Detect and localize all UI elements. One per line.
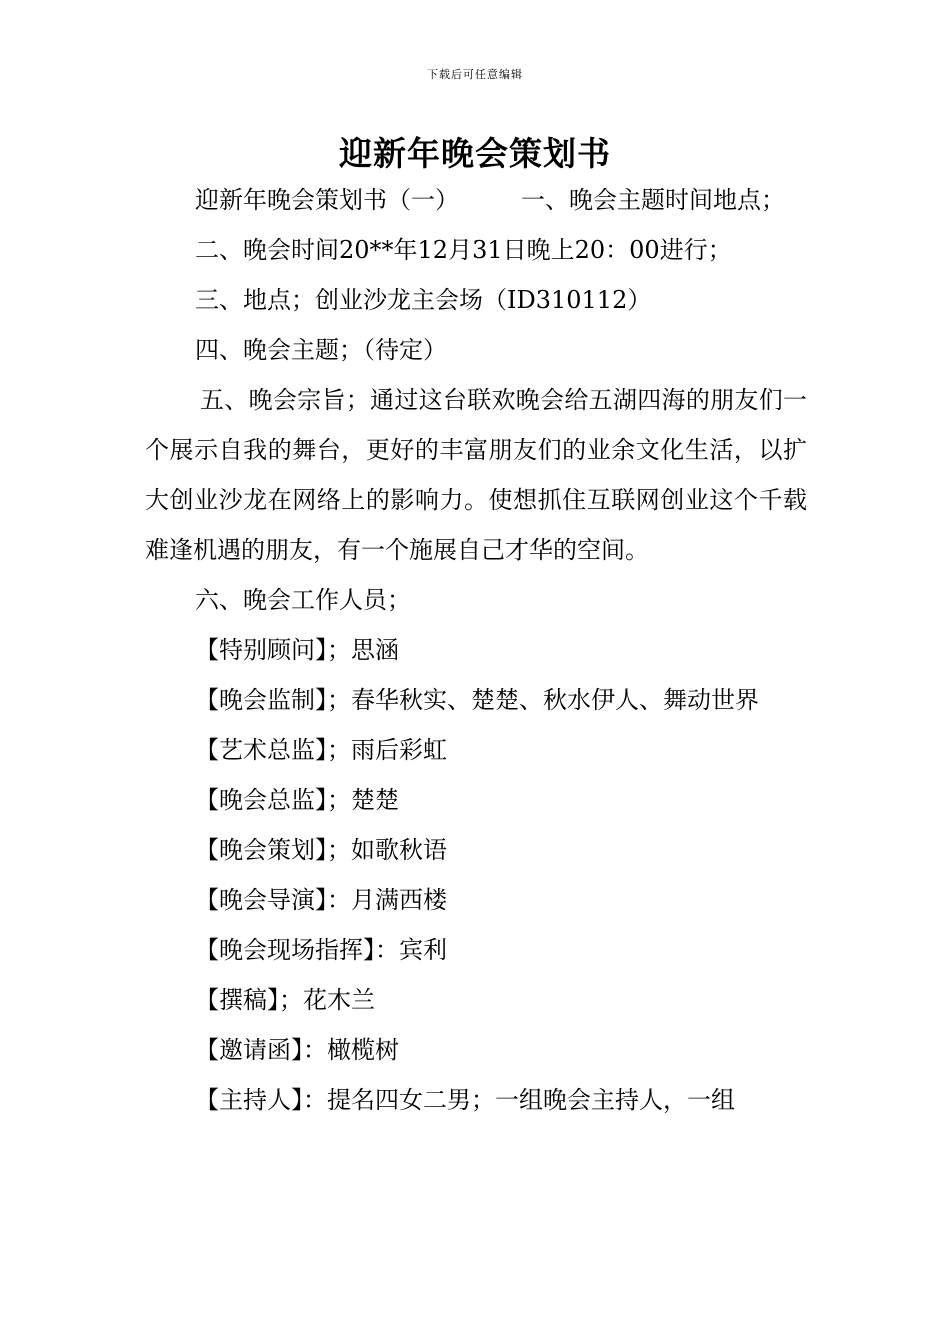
staff-item: 【晚会导演】：月满西楼 [195, 886, 447, 914]
paragraph-location: 三、地点；创业沙龙主会场（ID310112） [195, 286, 652, 314]
intro-right-text: 一、晚会主题时间地点； [521, 186, 785, 214]
document-body [145, 175, 807, 1125]
paragraph-purpose: 五、晚会宗旨；通过这台联欢晚会给五湖四海的朋友们一个展示自我的舞台，更好的丰富朋友们的业余文化生活，以扩大创业沙龙在网络上的影响力。使想抓住互联网创业这个千载难逢机遇的朋友，有一个施展自己才华的空间。 [145, 386, 807, 564]
paragraph-theme: 四、晚会主题；（待定） [195, 336, 447, 364]
paragraph-intro [145, 175, 807, 225]
staff-item: 【主持人】：提名四女二男；一组晚会主持人，一组 [195, 1086, 735, 1114]
staff-item: 【晚会监制】；春华秋实、楚楚、秋水伊人、舞动世界 [195, 686, 759, 714]
paragraph-staff-heading: 六、晚会工作人员； [195, 586, 411, 614]
paragraph-time: 二、晚会时间20**年12月31日晚上20：00进行； [195, 236, 732, 264]
staff-item: 【晚会策划】；如歌秋语 [195, 836, 447, 864]
staff-item: 【晚会现场指挥】：宾利 [195, 936, 447, 964]
staff-item: 【撰稿】；花木兰 [195, 986, 375, 1014]
intro-left-text: 迎新年晚会策划书（一） [195, 186, 459, 214]
document-title: 迎新年晚会策划书 [339, 134, 611, 173]
staff-item: 【艺术总监】；雨后彩虹 [195, 736, 447, 764]
staff-item: 【邀请函】：橄榄树 [195, 1036, 399, 1064]
staff-item: 【特别顾问】；思涵 [195, 636, 399, 664]
staff-item: 【晚会总监】；楚楚 [195, 786, 399, 814]
page-header-note: 下载后可任意编辑 [427, 68, 523, 81]
